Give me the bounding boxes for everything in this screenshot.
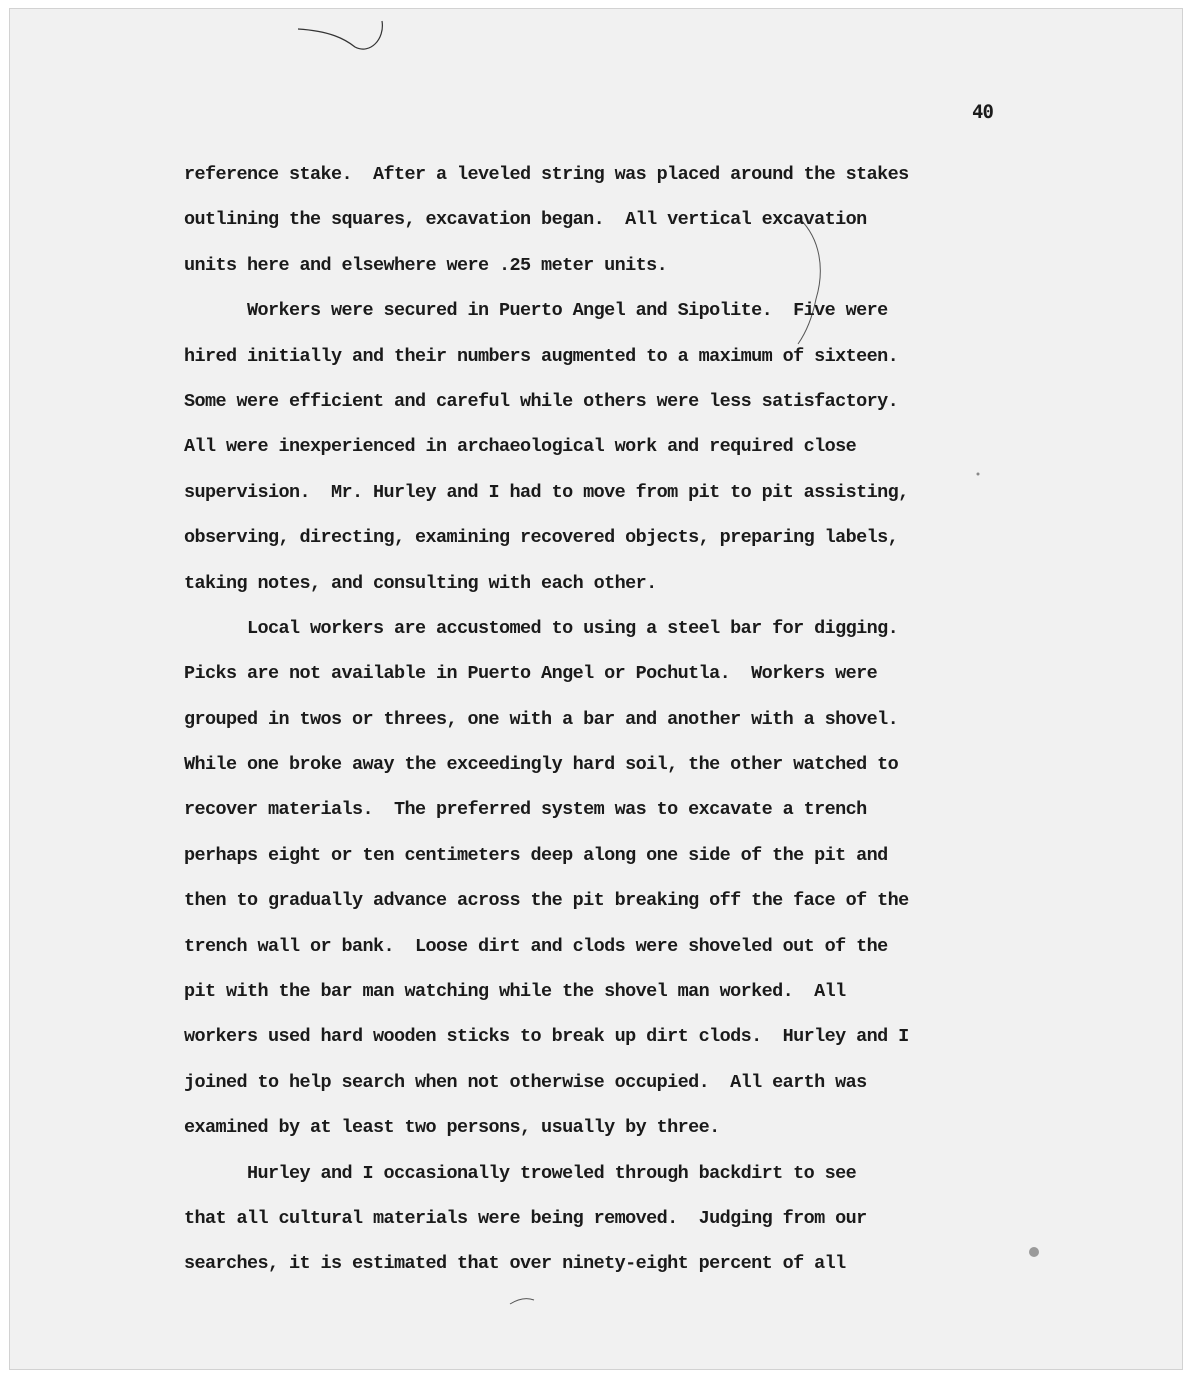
text-line: searches, it is estimated that over ninety-eight percent of all xyxy=(184,1253,846,1275)
text-line: trench wall or bank. Loose dirt and clods were shoveled out of the xyxy=(184,935,888,957)
text-line: workers used hard wooden sticks to break up dirt clods. Hurley and I xyxy=(184,1026,909,1048)
text-line: Workers were secured in Puerto Angel and Sipolite. Five were xyxy=(184,300,888,322)
text-line: joined to help search when not otherwise occupied. All earth was xyxy=(184,1071,867,1093)
text-line: observing, directing, examining recovered objects, preparing labels, xyxy=(184,527,899,549)
text-line: taking notes, and consulting with each other. xyxy=(184,572,657,594)
text-line: Some were efficient and careful while others were less satisfactory. xyxy=(184,390,899,412)
text-line: pit with the bar man watching while the shovel man worked. All xyxy=(184,981,846,1003)
document-page xyxy=(9,8,1183,1370)
text-line: perhaps eight or ten centimeters deep along one side of the pit and xyxy=(184,844,888,866)
text-line: supervision. Mr. Hurley and I had to move from pit to pit assisting, xyxy=(184,481,909,503)
text-line: outlining the squares, excavation began. All vertical excavation xyxy=(184,209,867,231)
text-line: Local workers are accustomed to using a steel bar for digging. xyxy=(184,617,899,639)
text-line: Picks are not available in Puerto Angel or Pochutla. Workers were xyxy=(184,663,878,685)
body-text xyxy=(184,152,1044,1287)
text-line: All were inexperienced in archaeological work and required close xyxy=(184,436,857,458)
text-line: While one broke away the exceedingly hard soil, the other watched to xyxy=(184,754,899,776)
text-line: recover materials. The preferred system was to excavate a trench xyxy=(184,799,867,821)
text-line: then to gradually advance across the pit breaking off the face of the xyxy=(184,890,909,912)
text-line: hired initially and their numbers augmented to a maximum of sixteen. xyxy=(184,345,899,367)
page-number: 40 xyxy=(972,101,993,123)
text-line: reference stake. After a leveled string was placed around the stakes xyxy=(184,164,909,185)
text-line: examined by at least two persons, usually by three. xyxy=(184,1117,720,1139)
text-line: units here and elsewhere were .25 meter units. xyxy=(184,254,668,276)
text-line: Hurley and I occasionally troweled through backdirt to see xyxy=(184,1162,857,1184)
text-line: grouped in twos or threes, one with a bar and another with a shovel. xyxy=(184,708,899,730)
text-line: that all cultural materials were being removed. Judging from our xyxy=(184,1207,867,1229)
